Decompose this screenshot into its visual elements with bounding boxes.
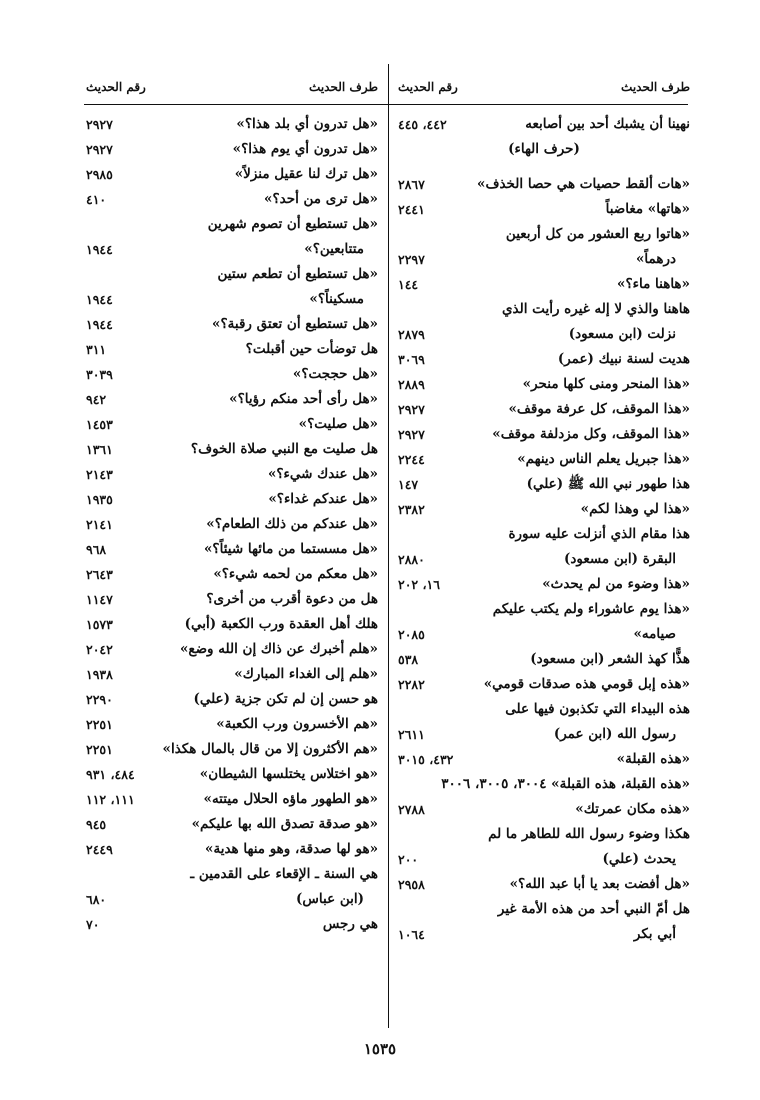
hadith-text: مسكيناً؟» bbox=[309, 291, 364, 307]
hadith-number: ٢٤٤٩ bbox=[86, 842, 113, 857]
hadith-text: «هل تدرون أي بلد هذا؟» bbox=[236, 116, 378, 132]
hadith-text: هل أمّ النبي أحد من هذه الأمة غير bbox=[497, 901, 690, 917]
hadith-number: ٢٩٢٧ bbox=[86, 142, 113, 157]
index-entry bbox=[86, 337, 378, 362]
index-entry bbox=[398, 647, 690, 672]
hadith-text: هديت لسنة نبيك (عمر) bbox=[557, 351, 690, 367]
left-column-header bbox=[86, 76, 378, 96]
hadith-text: (ابن عباس) bbox=[296, 891, 364, 907]
hadith-text: «هذه إبل قومي هذه صدقات قومي» bbox=[483, 676, 690, 692]
index-entry bbox=[86, 687, 378, 712]
index-entry bbox=[398, 197, 690, 222]
index-entry bbox=[86, 762, 378, 787]
hadith-text: «هل أفضت بعد يا أبا عبد الله؟» bbox=[509, 876, 690, 892]
hadith-text: صيامه» bbox=[633, 626, 676, 642]
index-entry bbox=[398, 697, 690, 722]
hadith-number: ٢٢٥١ bbox=[86, 717, 113, 732]
hadith-text: «هل تدرون أي يوم هذا؟» bbox=[232, 141, 378, 157]
hadith-text: هذه البيداء التي تكذبون فيها على bbox=[505, 701, 690, 717]
hadith-text: «هل تستطيع أن تطعم ستين bbox=[217, 266, 378, 282]
hadith-number: ٤٨٤، ٩٣١ bbox=[86, 767, 135, 782]
hadith-number: ٧٠ bbox=[86, 917, 100, 932]
index-entry bbox=[86, 862, 378, 887]
hadith-text: «هل تستطيع أن تصوم شهرين bbox=[207, 216, 378, 232]
hadith-text: نزلت (ابن مسعود) bbox=[568, 326, 676, 342]
left-column-rows bbox=[86, 112, 378, 937]
hadith-text: نهينا أن يشبك أحد بين أصابعه bbox=[525, 116, 690, 132]
index-entry bbox=[398, 272, 690, 297]
hadith-text: «هذه مكان عمرتك» bbox=[575, 801, 690, 817]
index-entry bbox=[398, 347, 690, 372]
index-entry bbox=[86, 112, 378, 137]
hadith-text: «هذا المنحر ومنى كلها منحر» bbox=[522, 376, 690, 392]
hadith-text: رسول الله (ابن عمر) bbox=[553, 726, 676, 742]
hadith-number: ٢٨٨٩ bbox=[398, 377, 425, 392]
hadith-text: هل من دعوة أقرب من أخرى؟ bbox=[206, 591, 378, 607]
index-entry bbox=[398, 247, 690, 272]
hadith-text: «هل عندكم غداء؟» bbox=[268, 491, 378, 507]
index-entry bbox=[86, 812, 378, 837]
hadith-text: «هذا الموقف، وكل مزدلفة موقف» bbox=[492, 426, 690, 442]
index-entry bbox=[398, 797, 690, 822]
index-entry bbox=[398, 112, 690, 137]
index-entry bbox=[398, 322, 690, 347]
right-column-rows bbox=[398, 112, 690, 947]
hadith-number: ٢٢٩٠ bbox=[86, 692, 113, 707]
hadith-number: ١١٤٧ bbox=[86, 592, 113, 607]
index-entry bbox=[86, 512, 378, 537]
index-entry bbox=[86, 412, 378, 437]
hadith-number: ٢٠٨٥ bbox=[398, 627, 425, 642]
hadith-text: هي رجس bbox=[322, 916, 378, 932]
hadith-text: هلك أهل العقدة ورب الكعبة (أبي) bbox=[184, 616, 378, 632]
hadith-text: «هاتها» مغاضباً bbox=[605, 201, 690, 217]
hadith-number: ٢٣٨٢ bbox=[398, 502, 425, 517]
hadith-text: «هذا لي وهذا لكم» bbox=[580, 501, 690, 517]
hadith-text: يحدث (علي) bbox=[602, 851, 676, 867]
hadith-number: ١٤٤ bbox=[398, 277, 419, 292]
index-entry bbox=[86, 837, 378, 862]
index-entry bbox=[86, 712, 378, 737]
hadith-text: «هل تستطيع أن تعتق رقبة؟» bbox=[212, 316, 378, 332]
hadith-number: ٣١١ bbox=[86, 342, 107, 357]
hadith-text: «هو صدقة تصدق الله بها عليكم» bbox=[191, 816, 378, 832]
index-entry bbox=[398, 897, 690, 922]
hadith-text: «هم الأكثرون إلا من قال بالمال هكذا» bbox=[162, 741, 378, 757]
hadith-text: هي السنة ـ الإقعاء على القدمين ـ bbox=[190, 866, 378, 882]
hadith-number: ٢٠٠ bbox=[398, 852, 419, 867]
hadith-number: ٢٩٥٨ bbox=[398, 877, 425, 892]
index-entry bbox=[86, 912, 378, 937]
hadith-text: «هاهنا ماء؟» bbox=[617, 276, 690, 292]
hadith-text: «هاتوا ربع العشور من كل أربعين bbox=[505, 226, 690, 242]
hadith-number: ٢٩٨٥ bbox=[86, 167, 113, 182]
index-entry bbox=[398, 922, 690, 947]
hadith-number: ١٥٧٣ bbox=[86, 617, 113, 632]
hadith-text: «هل ترى من أحد؟» bbox=[264, 191, 378, 207]
index-entry bbox=[86, 237, 378, 262]
index-entry bbox=[398, 137, 690, 172]
index-entry bbox=[398, 672, 690, 697]
index-entry bbox=[398, 822, 690, 847]
hadith-text: «هو لها صدقة، وهو منها هدية» bbox=[205, 841, 378, 857]
hadith-number: ١٩٣٨ bbox=[86, 667, 113, 682]
hadith-text: «هذه القبلة، هذه القبلة» ٣٠٠٤، ٣٠٠٥، ٣٠٠٦ bbox=[441, 776, 690, 792]
hadith-number: ٢١٤١ bbox=[86, 517, 113, 532]
index-entry bbox=[398, 522, 690, 547]
hadith-number: ٥٣٨ bbox=[398, 652, 419, 667]
hadith-number: ١٤٧ bbox=[398, 477, 419, 492]
section-heading: (حرف الهاء) bbox=[508, 141, 580, 157]
index-entry bbox=[398, 872, 690, 897]
left-column bbox=[86, 80, 378, 937]
index-entry bbox=[86, 587, 378, 612]
hadith-text: «هات ألقط حصيات هي حصا الخذف» bbox=[477, 176, 690, 192]
hadith-number: ٢٢٥١ bbox=[86, 742, 113, 757]
column-header-number: رقم الحديث bbox=[86, 80, 146, 94]
hadith-text: «هو الطهور ماؤه الحلال ميتته» bbox=[203, 791, 378, 807]
index-entry bbox=[398, 597, 690, 622]
index-entry bbox=[86, 187, 378, 212]
index-entry bbox=[86, 162, 378, 187]
index-entry bbox=[86, 287, 378, 312]
hadith-number: ١٩٤٤ bbox=[86, 317, 113, 332]
index-entry bbox=[86, 312, 378, 337]
hadith-number: ١٩٤٤ bbox=[86, 292, 113, 307]
hadith-number: ٣٠٣٩ bbox=[86, 367, 113, 382]
index-entry bbox=[86, 487, 378, 512]
index-entry bbox=[86, 737, 378, 762]
hadith-number: ١٦، ٢٠٢ bbox=[398, 577, 440, 592]
hadith-number: ١٣٦١ bbox=[86, 442, 113, 457]
hadith-text: «هذا الموقف، كل عرفة موقف» bbox=[508, 401, 690, 417]
column-header-text: طرف الحديث bbox=[621, 80, 690, 94]
hadith-text: هذا مقام الذي أنزلت عليه سورة bbox=[508, 526, 690, 542]
hadith-text: «هلم أخبرك عن ذاك إن الله وضع» bbox=[179, 641, 378, 657]
hadith-number: ٢٩٢٧ bbox=[86, 117, 113, 132]
index-entry bbox=[86, 362, 378, 387]
hadith-text: هل توضأت حين أقبلت؟ bbox=[245, 341, 378, 357]
hadith-number: ١١١، ١١٢ bbox=[86, 792, 135, 807]
hadith-text: «هل عندكم من ذلك الطعام؟» bbox=[206, 516, 378, 532]
hadith-number: ٢٤٤١ bbox=[398, 202, 425, 217]
index-entry bbox=[86, 887, 378, 912]
hadith-text: هل صليت مع النبي صلاة الخوف؟ bbox=[190, 441, 378, 457]
index-entry bbox=[86, 787, 378, 812]
index-entry bbox=[398, 372, 690, 397]
index-entry bbox=[86, 212, 378, 237]
column-header-text: طرف الحديث bbox=[309, 80, 378, 94]
hadith-number: ١٩٣٥ bbox=[86, 492, 113, 507]
hadith-text: هاهنا والذي لا إله غيره رأيت الذي bbox=[501, 301, 690, 317]
hadith-number: ٢٠٤٢ bbox=[86, 642, 113, 657]
hadith-text: أبي بكر bbox=[633, 926, 676, 942]
hadith-text: «هذا يوم عاشوراء ولم يكتب عليكم bbox=[492, 601, 690, 617]
hadith-text: «هل مسستما من مائها شيئاً؟» bbox=[203, 541, 378, 557]
index-entry bbox=[398, 747, 690, 772]
hadith-text: «هذا وضوء من لم يحدث» bbox=[542, 576, 690, 592]
index-entry bbox=[86, 537, 378, 562]
index-entry bbox=[86, 612, 378, 637]
index-entry bbox=[398, 622, 690, 647]
hadith-number: ٢٨٦٧ bbox=[398, 177, 425, 192]
index-entry bbox=[86, 462, 378, 487]
hadith-number: ٢٢٨٢ bbox=[398, 677, 425, 692]
index-entry bbox=[86, 562, 378, 587]
index-entry bbox=[86, 262, 378, 287]
hadith-text: البقرة (ابن مسعود) bbox=[563, 551, 676, 567]
hadith-number: ٩٤٢ bbox=[86, 392, 107, 407]
index-entry bbox=[398, 222, 690, 247]
index-entry bbox=[86, 662, 378, 687]
index-entry bbox=[398, 472, 690, 497]
hadith-text: هكذا وضوء رسول الله للطاهر ما لم bbox=[488, 826, 690, 842]
hadith-text: «هل صليت؟» bbox=[298, 416, 378, 432]
column-divider bbox=[388, 64, 389, 1028]
hadith-number: ١٠٦٤ bbox=[398, 927, 425, 942]
index-entry bbox=[398, 772, 690, 797]
hadith-text: «هم الأخسرون ورب الكعبة» bbox=[216, 716, 378, 732]
index-entry bbox=[398, 172, 690, 197]
hadith-number: ٩٤٥ bbox=[86, 817, 107, 832]
hadith-text: «هل ترك لنا عقيل منزلاً» bbox=[234, 166, 378, 182]
hadith-text: متتابعين؟» bbox=[304, 241, 364, 257]
hadith-text: «هلم إلى الغداء المبارك» bbox=[234, 666, 378, 682]
hadith-number: ٢٢٩٧ bbox=[398, 252, 425, 267]
hadith-number: ٤١٠ bbox=[86, 192, 107, 207]
hadith-text: درهماً» bbox=[635, 251, 676, 267]
right-column-header bbox=[398, 76, 690, 96]
hadith-number: ٢٦٤٣ bbox=[86, 567, 113, 582]
right-column bbox=[398, 80, 690, 947]
hadith-number: ٢١٤٣ bbox=[86, 467, 113, 482]
hadith-text: «هو اختلاس يختلسها الشيطان» bbox=[199, 766, 378, 782]
hadith-text: «هذا جبريل يعلم الناس دينهم» bbox=[517, 451, 690, 467]
hadith-text: «هل عندك شيء؟» bbox=[267, 466, 378, 482]
hadith-text: «هل حججت؟» bbox=[292, 366, 378, 382]
index-entry bbox=[86, 137, 378, 162]
hadith-number: ١٤٥٣ bbox=[86, 417, 113, 432]
column-header-number: رقم الحديث bbox=[398, 80, 458, 94]
hadith-number: ٢٦١١ bbox=[398, 727, 425, 742]
page-number: ١٥٣٥ bbox=[363, 1040, 397, 1058]
index-entry bbox=[86, 637, 378, 662]
hadith-text: هذًّا كهذ الشعر (ابن مسعود) bbox=[530, 651, 690, 667]
index-entry bbox=[398, 497, 690, 522]
index-entry bbox=[398, 422, 690, 447]
index-entry bbox=[398, 447, 690, 472]
index-entry bbox=[398, 297, 690, 322]
hadith-number: ٢٧٨٨ bbox=[398, 802, 425, 817]
hadith-text: هذا طهور نبي الله ﷺ (علي) bbox=[526, 476, 690, 492]
index-entry bbox=[86, 387, 378, 412]
header-rule bbox=[84, 104, 688, 105]
hadith-number: ٢٩٢٧ bbox=[398, 402, 425, 417]
hadith-number: ٣٠٦٩ bbox=[398, 352, 425, 367]
hadith-text: هو حسن إن لم تكن جزية (علي) bbox=[193, 691, 378, 707]
hadith-number: ٩٦٨ bbox=[86, 542, 107, 557]
hadith-text: «هل رأى أحد منكم رؤيا؟» bbox=[229, 391, 378, 407]
hadith-number: ٢٨٧٩ bbox=[398, 327, 425, 342]
index-entry bbox=[398, 572, 690, 597]
hadith-number: ٤٣٢، ٣٠١٥ bbox=[398, 752, 454, 767]
hadith-number: ٤٤٢، ٤٤٥ bbox=[398, 117, 447, 132]
hadith-text: «هذه القبلة» bbox=[616, 751, 690, 767]
hadith-number: ١٩٤٤ bbox=[86, 242, 113, 257]
hadith-number: ٢٢٤٤ bbox=[398, 452, 425, 467]
index-entry bbox=[398, 722, 690, 747]
index-entry bbox=[398, 847, 690, 872]
hadith-text: «هل معكم من لحمه شيء؟» bbox=[213, 566, 378, 582]
hadith-number: ٦٨٠ bbox=[86, 892, 107, 907]
index-entry bbox=[86, 437, 378, 462]
index-entry bbox=[398, 397, 690, 422]
hadith-number: ٢٩٢٧ bbox=[398, 427, 425, 442]
index-entry bbox=[398, 547, 690, 572]
hadith-number: ٢٨٨٠ bbox=[398, 552, 425, 567]
